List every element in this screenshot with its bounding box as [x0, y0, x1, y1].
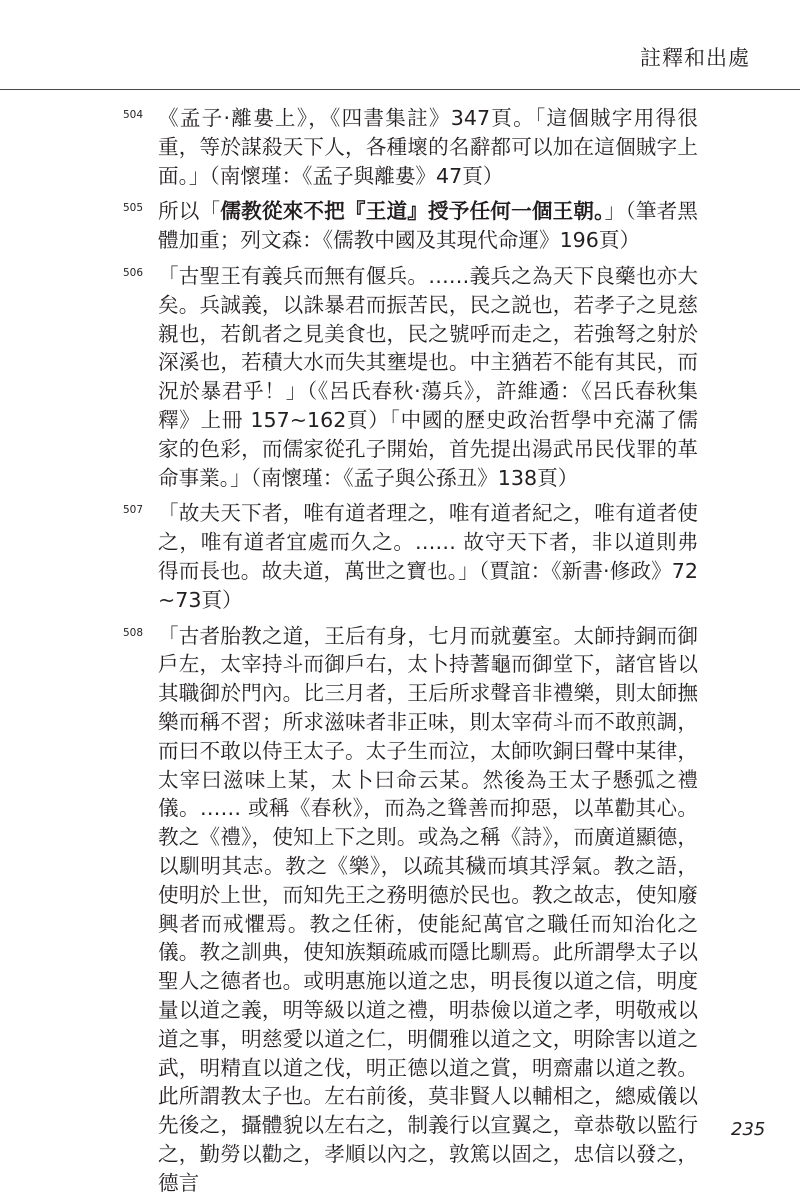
footnote-508: [0, 622, 800, 1198]
header-rule: [0, 89, 800, 90]
footnote-504: [0, 104, 800, 190]
footnote-number: 507: [123, 504, 144, 517]
text-segment: 所以「: [158, 199, 221, 224]
page-number: 235: [731, 1119, 766, 1140]
footnote-text: [158, 262, 698, 492]
footnote-text: [158, 622, 698, 1198]
text-segment: 」（筆者黑體加重；列文森：《儒教中國及其現代命運》196頁）: [158, 199, 699, 253]
footnote-number: 508: [123, 626, 144, 639]
footnote-number: 506: [123, 266, 144, 279]
footnote-text: [158, 104, 698, 190]
text-segment: 「故夫天下者，唯有道者理之，唯有道者紀之，唯有道者使之，唯有道者宜處而久之。…… 故守天下者，非以道則弗得而長也。故夫道，萬世之寶也。」（賈誼：《新書‧修政》72~73頁）: [158, 501, 698, 612]
footnote-number: 505: [123, 202, 144, 215]
running-header-title: 註釋和出處: [640, 46, 750, 70]
text-segment: 「古聖王有義兵而無有偃兵。……義兵之為天下良藥也亦大矣。兵誠義，以誅暴君而振苦民，民之説也，若孝子之見慈親也，若飢者之見美食也，民之號呼而走之，若強弩之射於深溪也，若積大水而失其壅堤也。中主猶若不能有其民，而況於暴君乎！」（《呂氏春秋‧蕩兵》，許維遹：《呂氏春秋集釋》上冊 157~162頁）「中國的歷史政治哲學中充滿了儒家的色彩，而儒家從孔子開始，首先提出湯武吊民伐罪的革命事業。」（南懷瑾：《孟子與公孫丑》138頁）: [158, 263, 698, 490]
bold-emphasis: 儒教從來不把『王道』授予任何一個王朝。: [220, 199, 605, 224]
footnote-505: [0, 197, 800, 255]
footnote-list: [0, 104, 800, 1204]
footnote-text: [158, 499, 698, 614]
footnote-507: [0, 499, 800, 614]
footnote-text: [158, 197, 698, 255]
footnote-506: [0, 262, 800, 492]
text-segment: 「古者胎教之道，王后有身，七月而就蔞室。太師持銅而御戶左，太宰持斗而御戶右，太卜持蓍龜而御堂下，諸官皆以其職御於門內。比三月者，王后所求聲音非禮樂，則太師撫樂而稱不習；所求滋味者非正味，則太宰荷斗而不敢煎調，而曰不敢以侍王太子。太子生而泣，太師吹銅曰聲中某律，太宰曰滋味上某，太卜曰命云某。然後為王太子懸弧之禮儀。…… 或稱《春秋》，而為之聳善而抑惡，以革勸其心。教之《禮》，使知上下之則。或為之稱《詩》，而廣道顯德，以馴明其志。教之《樂》，以疏其穢而填其浮氣。教之語，使明於上世，而知先王之務明德於民也。教之故志，使知廢興者而戒懼焉。教之任術，使能紀萬官之職任而知治化之儀。教之訓典，使知族類疏戚而隱比馴焉。此所謂學太子以聖人之德者也。或明惠施以道之忠，明長復以道之信，明度量以道之義，明等級以道之禮，明恭儉以道之孝，明敬戒以道之事，明慈愛以道之仁，明僩雅以道之文，明除害以道之武，明精直以道之伐，明正德以道之賞，明齋肅以道之教。此所謂教太子也。左右前後，莫非賢人以輔相之，總威儀以先後之，攝體貌以左右之，制義行以宣翼之，章恭敬以監行之，勤勞以勸之，孝順以內之，敦篤以固之，忠信以發之，德言: [158, 623, 698, 1195]
text-segment: 《孟子‧離婁上》，《四書集註》347頁。「這個賊字用得很重，等於謀殺天下人，各種壞的名辭都可以加在這個賊字上面。」（南懷瑾：《孟子與離婁》47頁）: [158, 106, 698, 188]
footnote-number: 504: [123, 109, 144, 121]
